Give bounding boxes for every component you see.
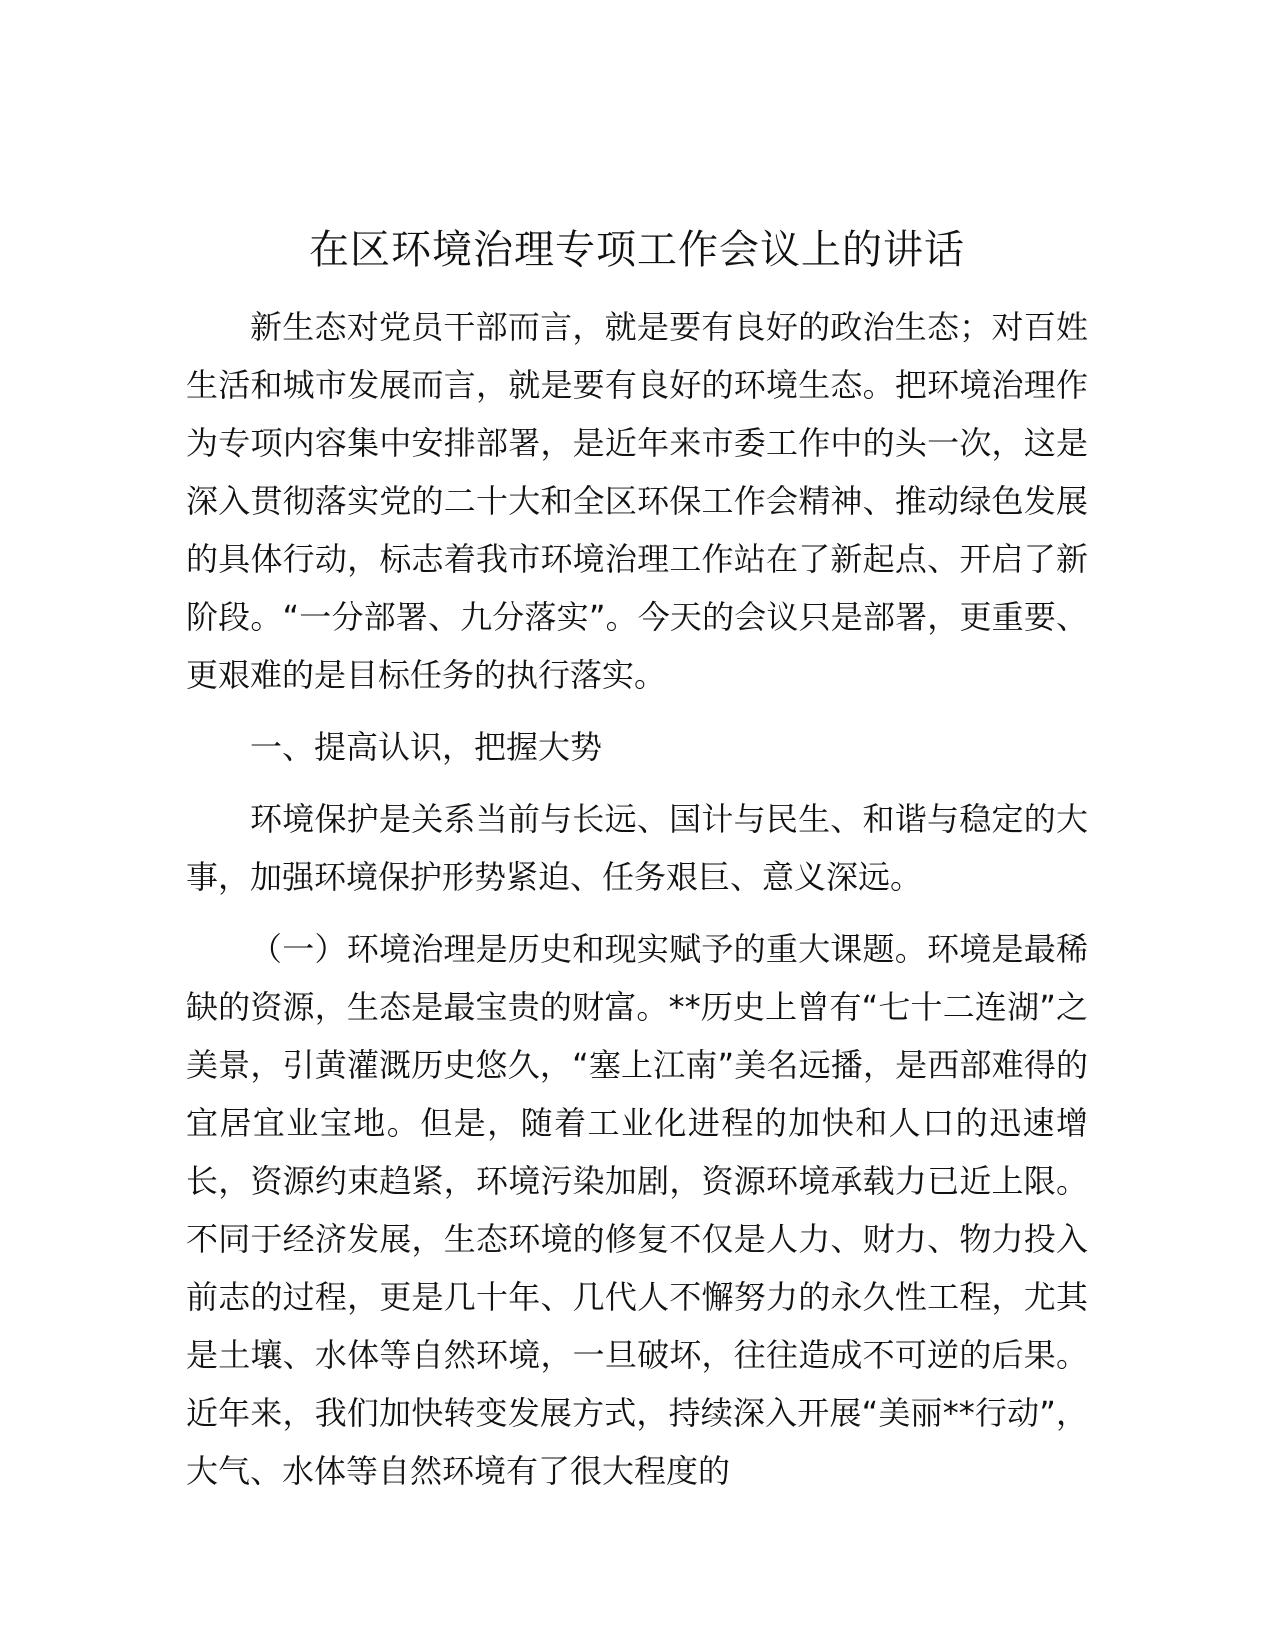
paragraph-intro: 新生态对党员干部而言，就是要有良好的政治生态；对百姓生活和城市发展而言，就是要有良好的环境生态。把环境治理作为专项内容集中安排部署，是近年来市委工作中的头一次，这是深入贯彻落实党的二十大和全区环保工作会精神、推动绿色发展的具体行动，标志着我市环境治理工作站在了新起点、开启了新阶段。“一分部署、九分落实”。今天的会议只是部署，更重要、更艰难的是目标任务的执行落实。 [186,308,1088,694]
section-heading-1: 一、提高认识，把握大势 [250,728,603,766]
document-body [186,222,1088,1514]
document-title: 在区环境治理专项工作会议上的讲话 [309,227,965,273]
paragraph-section-1-intro: 环境保护是关系当前与长远、国计与民生、和谐与稳定的大事，加强环境保护形势紧迫、任务艰巨、意义深远。 [186,800,1088,896]
paragraph-subsection-1: （一）环境治理是历史和现实赋予的重大课题。环境是最稀缺的资源，生态是最宝贵的财富。**历史上曾有“七十二连湖”之美景，引黄灌溉历史悠久，“塞上江南”美名远播，是西部难得的宜居宜业宝地。但是，随着工业化进程的加快和人口的迅速增长，资源约束趋紧，环境污染加剧，资源环境承载力已近上限。不同于经济发展，生态环境的修复不仅是人力、财力、物力投入前志的过程，更是几十年、几代人不懈努力的永久性工程，尤其是土壤、水体等自然环境，一旦破坏，往往造成不可逆的后果。近年来，我们加快转变发展方式，持续深入开展“美丽**行动”，大气、水体等自然环境有了很大程度的 [186,930,1088,1490]
